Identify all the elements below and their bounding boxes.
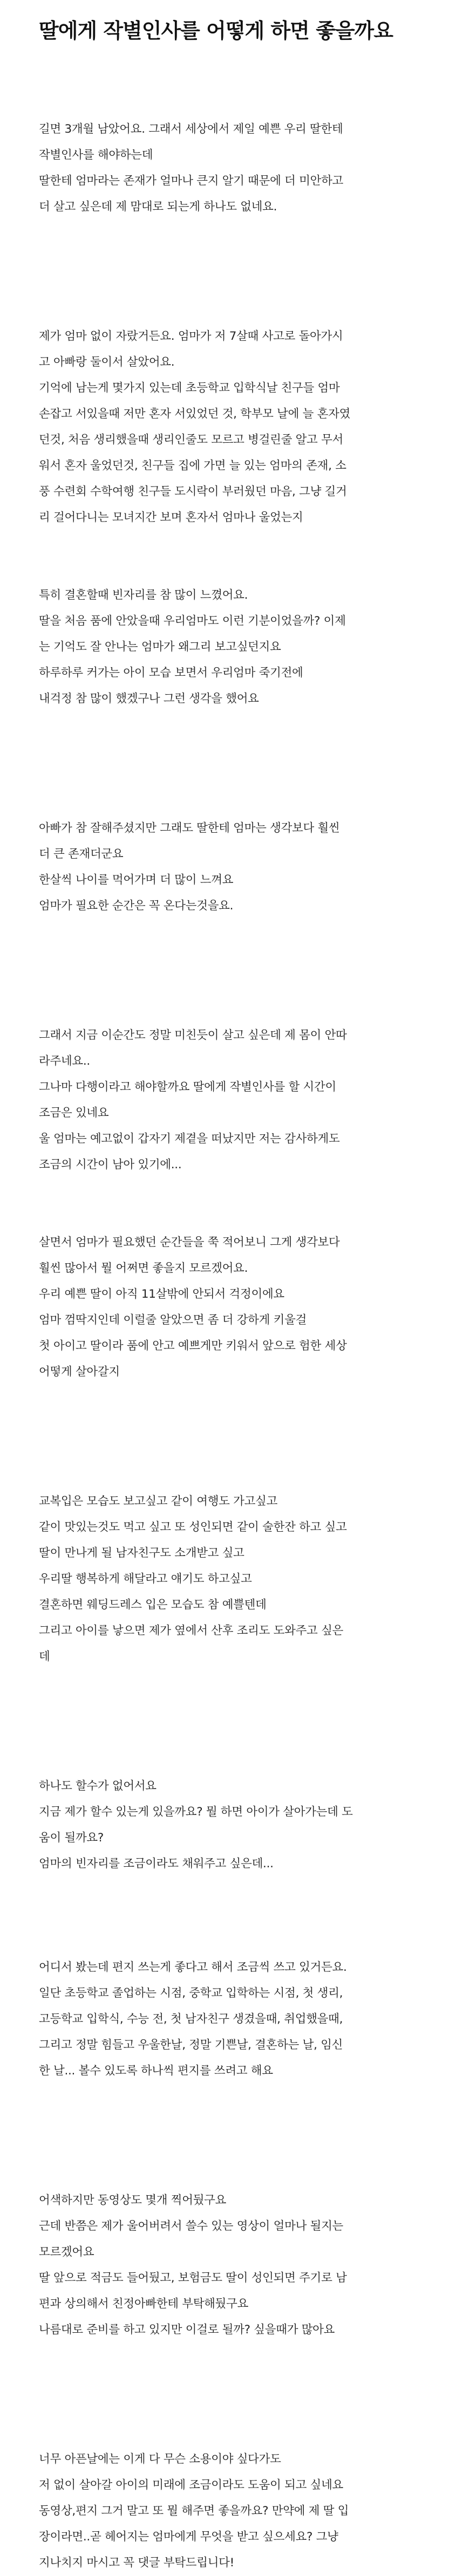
paragraph-line: 더 살고 싶은데 제 맘대로 되는게 하나도 없네요. bbox=[39, 200, 277, 214]
paragraph-line: 기억에 남는게 몇가지 있는데 초등학교 입학식날 친구들 엄마 bbox=[39, 381, 340, 395]
paragraph-line: 그나마 다행이라고 해야할까요 딸에게 작별인사를 할 시간이 bbox=[39, 1080, 336, 1094]
paragraph-line: 하나도 할수가 없어서요 bbox=[39, 1779, 157, 1793]
paragraph-line: 한 날... 볼수 있도록 하나씩 편지를 쓰려고 해요 bbox=[39, 2064, 273, 2078]
paragraph-line: 한살씩 나이를 먹어가며 더 많이 느껴요 bbox=[39, 873, 234, 887]
paragraph-line: 는 기억도 잘 안나는 엄마가 왜그리 보고싶던지요 bbox=[39, 640, 281, 654]
paragraph-1 bbox=[39, 117, 427, 220]
paragraph-line: 리 걸어다니는 모녀지간 보며 혼자서 엄마나 울었는지 bbox=[39, 511, 303, 524]
paragraph-line: 결혼하면 웨딩드레스 입은 모습도 참 예쁠텐데 bbox=[39, 1598, 267, 1612]
paragraph-line: 나름대로 준비를 하고 있지만 이걸로 될까? 싶을때가 많아요 bbox=[39, 2323, 335, 2337]
paragraph-line: 딸 앞으로 적금도 들어뒀고, 보험금도 딸이 성인되면 주기로 남 bbox=[39, 2271, 347, 2285]
paragraph-line: 길면 3개월 남았어요. 그래서 세상에서 제일 예쁜 우리 딸한테 bbox=[39, 122, 343, 136]
paragraph-5 bbox=[39, 1023, 427, 1178]
paragraph-line: 하루하루 커가는 아이 모습 보면서 우리엄마 죽기전에 bbox=[39, 666, 303, 680]
paragraph-9 bbox=[39, 1955, 427, 2084]
paragraph-line: 아빠가 참 잘해주셨지만 그래도 딸한테 엄마는 생각보다 훨씬 bbox=[39, 821, 340, 835]
paragraph-line: 던것, 처음 생리했을때 생리인줄도 모르고 병걸린줄 알고 무서 bbox=[39, 433, 344, 447]
paragraph-line: 고등학교 입학식, 수능 전, 첫 남자친구 생겼을때, 취업했을때, bbox=[39, 2012, 343, 2026]
paragraph-line: 그리고 아이를 낳으면 제가 옆에서 산후 조리도 도와주고 싶은 bbox=[39, 1624, 344, 1638]
paragraph-line: 같이 맛있는것도 먹고 싶고 또 성인되면 같이 술한잔 하고 싶고 bbox=[39, 1520, 347, 1534]
paragraph-line: 어디서 봤는데 편지 쓰는게 좋다고 해서 조금씩 쓰고 있거든요. bbox=[39, 1961, 347, 1974]
paragraph-line: 그리고 정말 힘들고 우울한날, 정말 기쁜날, 결혼하는 날, 임신 bbox=[39, 2038, 343, 2052]
paragraph-line: 조금의 시간이 남아 있기에... bbox=[39, 1158, 182, 1171]
paragraph-10 bbox=[39, 2188, 427, 2343]
paragraph-line: 편과 상의해서 친정아빠한테 부탁해뒀구요 bbox=[39, 2297, 249, 2311]
paragraph-spacer bbox=[39, 1877, 427, 1955]
paragraph-line: 살면서 엄마가 필요했던 순간들을 쭉 적어보니 그게 생각보다 bbox=[39, 1236, 340, 1249]
paragraph-spacer bbox=[39, 1178, 427, 1230]
paragraph-line: 훨씬 많아서 뭘 어쩌면 좋을지 모르겠어요. bbox=[39, 1262, 248, 1275]
paragraph-line: 고 아빠랑 둘이서 살았어요. bbox=[39, 355, 175, 369]
paragraph-spacer bbox=[39, 1385, 427, 1489]
paragraph-line: 풍 수련회 수학여행 친구들 도시락이 부러웠던 마음, 그냥 길거 bbox=[39, 485, 347, 498]
paragraph-2 bbox=[39, 324, 427, 531]
paragraph-line: 엄마의 빈자리를 조금이라도 채워주고 싶은데... bbox=[39, 1857, 274, 1871]
paragraph-spacer bbox=[39, 1670, 427, 1773]
paragraph-line: 움이 될까요? bbox=[39, 1831, 104, 1845]
paragraph-line: 내걱정 참 많이 했겠구나 그런 생각을 했어요 bbox=[39, 692, 259, 705]
paragraph-line: 너무 아픈날에는 이게 다 무슨 소용이야 싶다가도 bbox=[39, 2452, 281, 2466]
paragraph-7 bbox=[39, 1489, 427, 1670]
paragraph-line: 더 큰 존재더군요 bbox=[39, 847, 124, 861]
paragraph-line: 엄마 껌딱지인데 이럴줄 알았으면 좀 더 강하게 키울걸 bbox=[39, 1313, 307, 1327]
paragraph-spacer bbox=[39, 531, 427, 583]
paragraph-4 bbox=[39, 816, 427, 919]
paragraph-spacer bbox=[39, 2343, 427, 2447]
paragraph-8 bbox=[39, 1773, 427, 1877]
paragraph-11 bbox=[39, 2447, 427, 2576]
paragraph-line: 어색하지만 동영상도 몇개 찍어뒀구요 bbox=[39, 2194, 227, 2207]
paragraph-spacer bbox=[39, 919, 427, 1023]
paragraph-spacer bbox=[39, 2084, 427, 2188]
paragraph-line: 우리딸 행복하게 해달라고 얘기도 하고싶고 bbox=[39, 1572, 252, 1586]
paragraph-line: 데 bbox=[39, 1650, 50, 1663]
paragraph-3 bbox=[39, 583, 427, 712]
paragraph-line: 동영상,편지 그거 말고 또 뭘 해주면 좋을까요? 만약에 제 딸 입 bbox=[39, 2504, 349, 2518]
paragraph-line: 조금은 있네요 bbox=[39, 1106, 109, 1120]
paragraph-spacer bbox=[39, 712, 427, 816]
paragraph-line: 딸을 처음 품에 안았을때 우리엄마도 이런 기분이었을까? 이제 bbox=[39, 614, 346, 628]
paragraph-6 bbox=[39, 1230, 427, 1385]
paragraph-line: 근데 반쯤은 제가 울어버려서 쓸수 있는 영상이 얼마나 될지는 bbox=[39, 2219, 344, 2233]
paragraph-line: 지나치지 마시고 꼭 댓글 부탁드립니다! bbox=[39, 2556, 234, 2570]
paragraph-line: 딸이 만나게 될 남자친구도 소개받고 싶고 bbox=[39, 1546, 244, 1560]
paragraph-line: 딸한테 엄마라는 존재가 얼마나 큰지 알기 때문에 더 미안하고 bbox=[39, 174, 344, 188]
post-title: 딸에게 작별인사를 어떻게 하면 좋을까요 bbox=[39, 19, 393, 43]
paragraph-line: 제가 엄마 없이 자랐거든요. 엄마가 저 7살때 사고로 돌아가시 bbox=[39, 330, 343, 343]
paragraph-line: 작별인사를 해야하는데 bbox=[39, 148, 153, 162]
paragraph-line: 손잡고 서있을때 저만 혼자 서있었던 것, 학부모 날에 늘 혼자였 bbox=[39, 407, 351, 421]
paragraph-line: 교복입은 모습도 보고싶고 같이 여행도 가고싶고 bbox=[39, 1495, 278, 1508]
paragraph-line: 첫 아이고 딸이라 품에 안고 예쁘게만 키워서 앞으로 험한 세상 bbox=[39, 1339, 347, 1353]
paragraph-line: 우리 예쁜 딸이 아직 11살밖에 안되서 걱정이에요 bbox=[39, 1287, 284, 1301]
paragraph-line: 워서 혼자 울었던것, 친구들 집에 가면 늘 있는 엄마의 존재, 소 bbox=[39, 459, 346, 472]
paragraph-line: 저 없이 살아갈 아이의 미래에 조금이라도 도움이 되고 싶네요 bbox=[39, 2478, 344, 2492]
paragraph-line: 일단 초등학교 졸업하는 시점, 중학교 입학하는 시점, 첫 생리, bbox=[39, 1986, 343, 2000]
paragraph-line: 장이라면..곧 헤어지는 엄마에게 무엇을 받고 싶으세요? 그냥 bbox=[39, 2530, 338, 2544]
paragraph-line: 어떻게 살아갈지 bbox=[39, 1365, 120, 1379]
paragraph-line: 라주네요.. bbox=[39, 1054, 90, 1068]
paragraph-line: 모르겠어요 bbox=[39, 2245, 94, 2259]
paragraph-line: 그래서 지금 이순간도 정말 미친듯이 살고 싶은데 제 몸이 안따 bbox=[39, 1029, 347, 1042]
paragraph-spacer bbox=[39, 220, 427, 324]
paragraph-line: 특히 결혼할때 빈자리를 참 많이 느꼈어요. bbox=[39, 588, 248, 602]
paragraph-line: 엄마가 필요한 순간은 꼭 온다는것을요. bbox=[39, 899, 234, 913]
paragraph-line: 울 엄마는 예고없이 갑자기 제곁을 떠났지만 저는 감사하게도 bbox=[39, 1132, 340, 1146]
paragraph-line: 지금 제가 할수 있는게 있을까요? 뭘 하면 아이가 살아가는데 도 bbox=[39, 1805, 353, 1819]
